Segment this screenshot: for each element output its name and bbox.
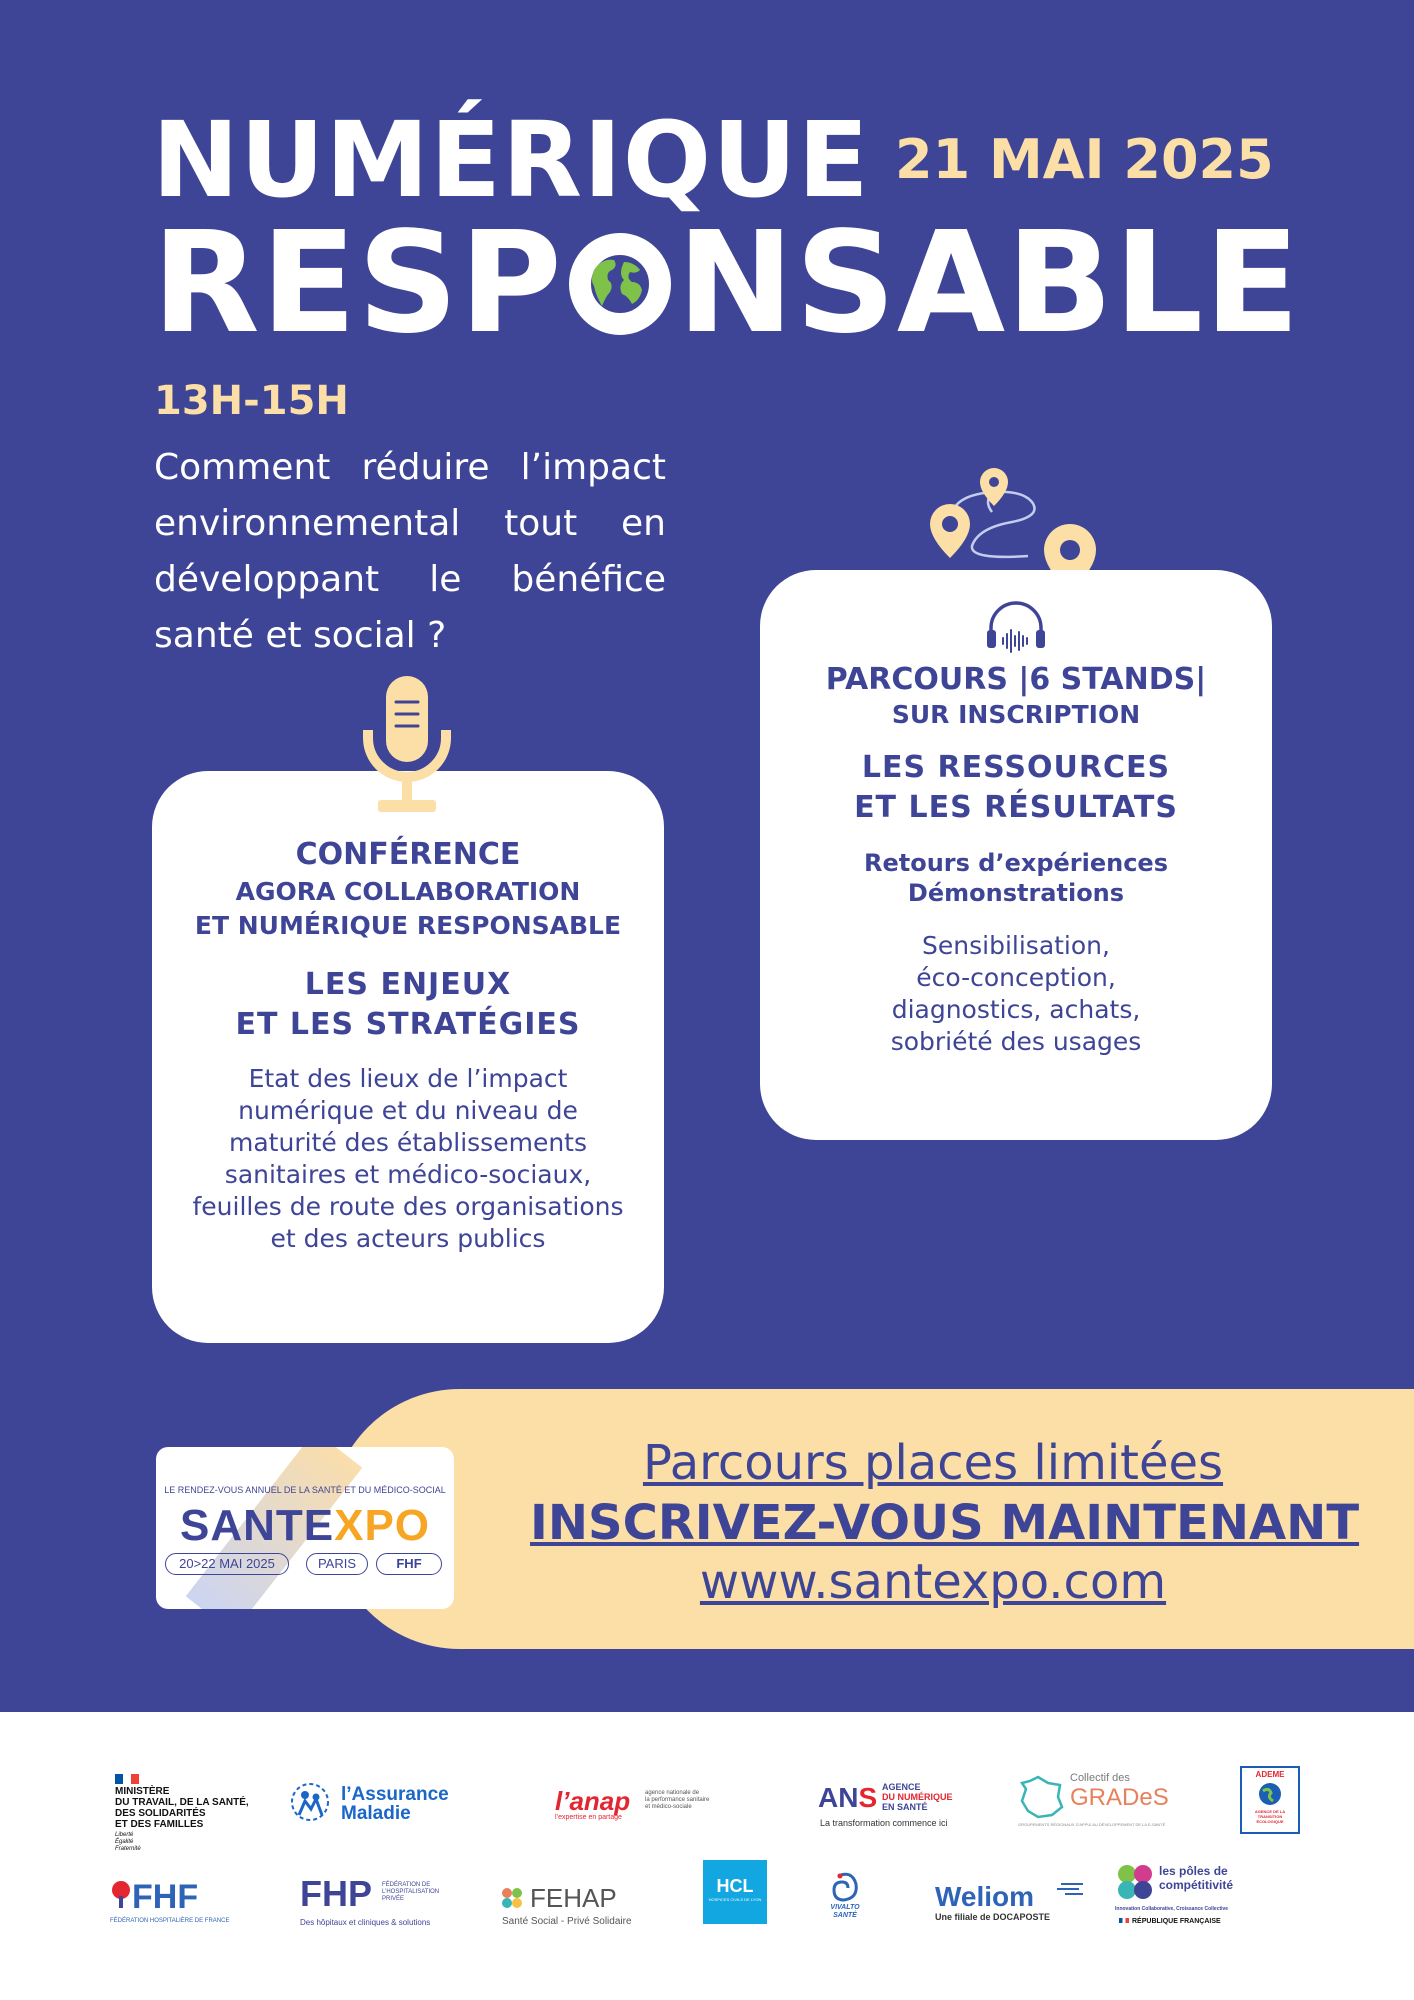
conference-sub-1: AGORA COLLABORATION <box>235 877 581 906</box>
santexpo-wordmark-a: SANTE <box>179 1501 335 1550</box>
motto-line: Liberté <box>115 1832 134 1838</box>
parcours-body-line: sobriété des usages <box>890 1027 1142 1056</box>
intro-question: Comment réduire l’impact environnemental tout en développant le bénéfice santé et social ? <box>154 447 666 656</box>
grades-desc: GROUPEMENTS RÉGIONAUX D’APPUI AU DÉVELOPPEMENT DE LA E-SANTÉ <box>1018 1822 1166 1827</box>
logo-fehap <box>500 1882 650 1932</box>
parcours-heading: PARCOURS |6 STANDS| <box>825 662 1207 697</box>
motto-line: Égalité <box>115 1839 134 1845</box>
parcours-card <box>760 570 1272 1140</box>
parcours-body-line: diagnostics, achats, <box>891 995 1141 1024</box>
poles-dots-icon <box>1115 1862 1155 1902</box>
fhf-tree-icon <box>110 1880 132 1910</box>
poles-tagline: Innovation Collaborative, Croissance Collective <box>1115 1906 1229 1912</box>
ademe-desc-line: AGENCE DE LA <box>1254 1809 1286 1814</box>
anap-wordmark: l’anap <box>555 1786 631 1816</box>
logo-anap <box>555 1788 715 1824</box>
weliom-tagline: Une filiale de DOCAPOSTE <box>935 1912 1051 1922</box>
globe-icon <box>568 232 672 336</box>
ademe-desc-line: ÉCOLOGIQUE <box>1256 1819 1284 1824</box>
conference-body-line: Etat des lieux de l’impact <box>248 1064 568 1093</box>
event-date: 21 MAI 2025 <box>895 128 1274 191</box>
parcours-body-line: Sensibilisation, <box>922 931 1110 960</box>
assurance-maladie-icon <box>285 1777 335 1827</box>
ademe-wordmark: ADEME <box>1255 1770 1285 1779</box>
hcl-wordmark: HCL <box>716 1876 754 1896</box>
santexpo-wordmark <box>156 1503 454 1549</box>
fhp-desc-line: FÉDÉRATION DE <box>382 1882 431 1888</box>
parcours-body <box>760 930 1272 1058</box>
conference-body-line: et des acteurs publics <box>270 1224 546 1253</box>
grades-top: Collectif des <box>1070 1772 1130 1784</box>
french-flag-icon <box>1119 1918 1129 1923</box>
conference-topic-1: LES ENJEUX <box>304 967 512 1002</box>
anap-desc-line: et médico-sociale <box>645 1804 692 1810</box>
conference-sub-2: ET NUMÉRIQUE RESPONSABLE <box>194 911 622 940</box>
conference-topic-2: ET LES STRATÉGIES <box>235 1007 581 1042</box>
conference-card <box>152 771 664 1343</box>
ans-line: DU NUMÉRIQUE <box>882 1792 953 1802</box>
vivalto-icon <box>828 1870 862 1904</box>
santexpo-org: FHF <box>376 1553 442 1575</box>
grades-wordmark: GRADeS <box>1070 1784 1169 1811</box>
weliom-lines-icon <box>1055 1882 1085 1896</box>
anap-tagline: l’expertise en partage <box>555 1814 622 1821</box>
conference-body-line: feuilles de route des organisations <box>192 1192 624 1221</box>
santexpo-logo[interactable] <box>156 1447 454 1609</box>
parcours-emph-1: Retours d’expériences <box>863 849 1168 877</box>
ministere-line: DU TRAVAIL, DE LA SANTÉ, <box>115 1797 249 1808</box>
title-responsable-start: RESP <box>152 202 563 365</box>
conference-body-line: maturité des établissements <box>229 1128 587 1157</box>
poles-republique <box>1119 1918 1221 1925</box>
title-responsable <box>152 202 1301 365</box>
parcours-topic-2: ET LES RÉSULTATS <box>854 790 1178 825</box>
logo-assurance-maladie <box>285 1777 465 1827</box>
parcours-subheading: SUR INSCRIPTION <box>891 700 1141 729</box>
fehap-flower-icon <box>500 1886 524 1910</box>
ministere-line: DES SOLIDARITÉS <box>115 1808 206 1819</box>
ans-line: AGENCE <box>882 1782 921 1792</box>
santexpo-wordmark-b: XPO <box>334 1501 431 1550</box>
poles-rf-label: RÉPUBLIQUE FRANÇAISE <box>1132 1918 1221 1925</box>
motto-line: Fraternité <box>115 1846 141 1852</box>
fhf-wordmark: FHF <box>132 1878 199 1916</box>
ans-line: EN SANTÉ <box>882 1802 928 1812</box>
poles-line: les pôles de <box>1159 1864 1228 1878</box>
fhp-desc-line: L’HOSPITALISATION <box>382 1889 440 1895</box>
ministere-line: ET DES FAMILLES <box>115 1819 204 1830</box>
fhp-wordmark: FHP <box>300 1873 372 1914</box>
logo-ademe <box>1240 1766 1300 1834</box>
assurance-line: l’Assurance <box>341 1784 449 1805</box>
santexpo-tagline: LE RENDEZ-VOUS ANNUEL DE LA SANTÉ ET DU MÉDICO-SOCIAL <box>164 1485 446 1495</box>
title-numerique: NUMÉRIQUE <box>152 99 870 221</box>
headphones-icon <box>985 600 1047 656</box>
france-map-icon <box>1018 1774 1064 1820</box>
logo-ministere <box>115 1774 255 1853</box>
ans-symbol: ANS <box>818 1782 878 1813</box>
poles-line: compétitivité <box>1159 1878 1234 1892</box>
cta-website-link[interactable]: www.santexpo.com <box>699 1554 1167 1610</box>
fhp-desc-line: PRIVÉE <box>382 1896 405 1902</box>
hcl-desc: HOSPICES CIVILS DE LYON <box>708 1897 762 1902</box>
logo-weliom <box>935 1882 1085 1932</box>
fhf-desc: FÉDÉRATION HOSPITALIÈRE DE FRANCE <box>110 1918 230 1924</box>
logo-grades <box>1018 1770 1188 1830</box>
assurance-line: Maladie <box>341 1803 411 1824</box>
ademe-desc-line: TRANSITION <box>1257 1814 1283 1819</box>
anap-desc-line: agence nationale de <box>645 1790 700 1796</box>
parcours-emph-2: Démonstrations <box>907 879 1125 907</box>
time-slot: 13H-15H <box>154 378 349 424</box>
conference-body-line: numérique et du niveau de <box>238 1096 578 1125</box>
logo-fhf <box>110 1880 230 1930</box>
ademe-globe-icon <box>1257 1781 1283 1807</box>
anap-desc-line: la performance sanitaire <box>645 1797 710 1803</box>
vivalto-line: VIVALTO <box>830 1904 860 1911</box>
parcours-body-line: éco-conception, <box>916 963 1116 992</box>
fehap-wordmark: FEHAP <box>530 1883 617 1913</box>
santexpo-dates: 20>22 MAI 2025 <box>165 1553 289 1575</box>
logo-vivalto <box>820 1870 870 1936</box>
weliom-wordmark: Weliom <box>935 1881 1035 1912</box>
logo-ans <box>818 1780 968 1830</box>
parcours-topic-1: LES RESSOURCES <box>861 750 1171 785</box>
ministere-line: MINISTÈRE <box>115 1786 170 1797</box>
fehap-tagline: Santé Social - Privé Solidaire <box>502 1916 632 1927</box>
logo-poles-competitivite <box>1115 1862 1265 1942</box>
french-flag-icon <box>115 1774 139 1784</box>
conference-body <box>152 1063 664 1255</box>
logo-hcl <box>703 1860 767 1924</box>
cta-register-now[interactable]: INSCRIVEZ-VOUS MAINTENANT <box>530 1495 1360 1551</box>
title-responsable-end: NSABLE <box>676 202 1301 365</box>
santexpo-city: PARIS <box>306 1553 368 1575</box>
conference-body-line: sanitaires et médico-sociaux, <box>224 1160 592 1189</box>
conference-heading: CONFÉRENCE <box>295 837 521 872</box>
ans-tagline: La transformation commence ici <box>820 1818 948 1828</box>
cta-places-limitees[interactable]: Parcours places limitées <box>642 1435 1224 1491</box>
logo-fhp <box>300 1873 450 1936</box>
microphone-icon <box>362 676 452 814</box>
vivalto-line: SANTÉ <box>833 1912 857 1919</box>
fhp-tagline: Des hôpitaux et cliniques & solutions <box>300 1918 431 1927</box>
partner-logos <box>0 1712 1414 2000</box>
